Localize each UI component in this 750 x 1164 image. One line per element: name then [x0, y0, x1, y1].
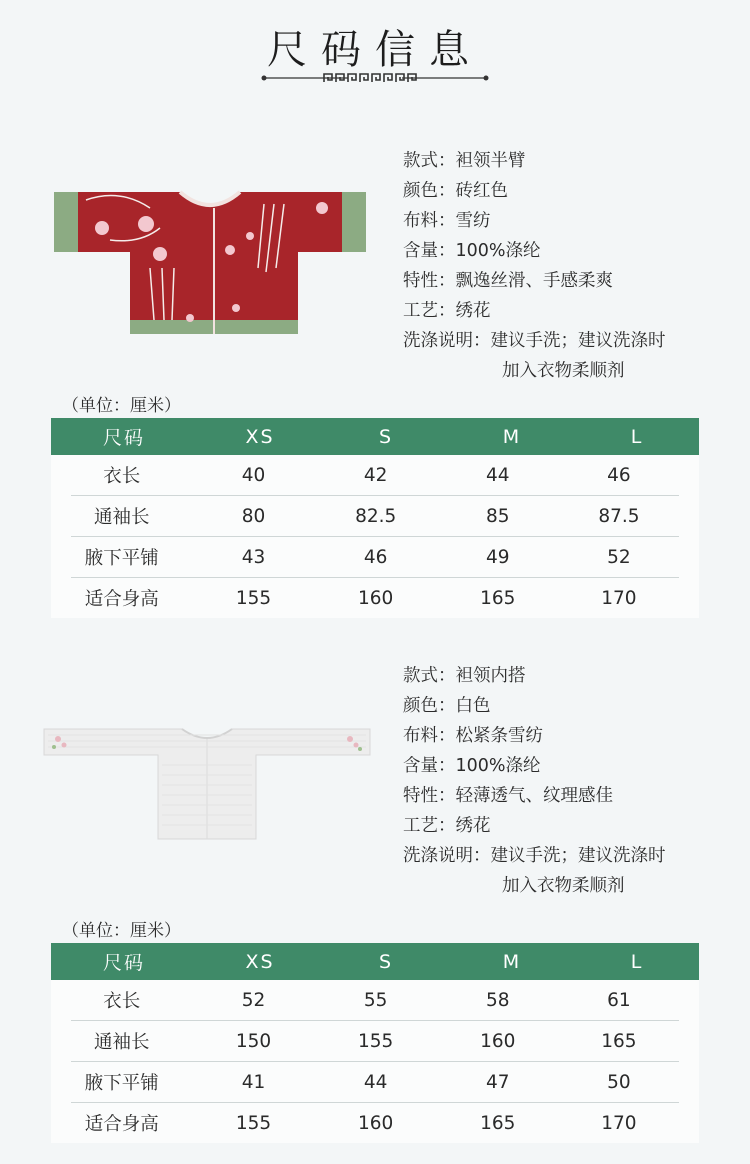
red-half-sleeve-garment-image: [50, 188, 370, 338]
cell: 170: [601, 1112, 637, 1134]
info-washing-cont: 加入衣物柔顺剂: [502, 361, 625, 381]
cell-label: 通袖长: [93, 1032, 150, 1053]
cell: 49: [486, 546, 510, 568]
info-content: 含量：100%涤纶: [403, 241, 541, 261]
cell-label: 衣长: [103, 991, 141, 1012]
table-row: [71, 1062, 679, 1103]
table-row: [71, 578, 679, 618]
cell: 61: [607, 989, 631, 1011]
cell: 165: [601, 1030, 637, 1052]
header-m: M: [502, 425, 522, 448]
unit-label: （单位：厘米）: [62, 921, 181, 941]
table-header: [51, 418, 699, 455]
white-inner-top-garment-image: [42, 725, 372, 843]
cell: 41: [241, 1071, 266, 1093]
cell: 155: [235, 587, 272, 609]
cell: 52: [241, 989, 266, 1011]
info-color: 颜色：白色: [403, 696, 491, 716]
info-style: 款式：袒领半臂: [403, 151, 526, 171]
title-ornament: [260, 70, 490, 86]
info-washing: 洗涤说明：建议手洗；建议洗涤时: [403, 331, 666, 351]
cell: 58: [486, 989, 510, 1011]
table-body: [51, 980, 699, 1143]
cell-label: 腋下平铺: [84, 548, 159, 569]
table-row: [71, 496, 679, 537]
table-row: [71, 455, 679, 496]
info-craft: 工艺：绣花: [403, 816, 491, 836]
header-xs: XS: [245, 950, 275, 973]
header-xs: XS: [245, 425, 275, 448]
size-table-2: [51, 943, 699, 1143]
info-washing-cont: 加入衣物柔顺剂: [502, 876, 625, 896]
cell: 160: [358, 587, 394, 609]
cell: 87.5: [598, 505, 640, 527]
info-content: 含量：100%涤纶: [403, 756, 541, 776]
table-row: [71, 537, 679, 578]
cell-label: 通袖长: [93, 507, 150, 528]
table-row: [71, 1021, 679, 1062]
info-color: 颜色：砖红色: [403, 181, 508, 201]
cell: 155: [235, 1112, 272, 1134]
cell: 82.5: [355, 505, 397, 527]
size-table-1: [51, 418, 699, 618]
cell: 155: [358, 1030, 394, 1052]
info-feature: 特性：轻薄透气、纹理感佳: [403, 786, 613, 806]
cell: 46: [607, 464, 631, 486]
header-s: S: [378, 425, 394, 448]
cell-label: 适合身高: [84, 1114, 159, 1135]
header-size: 尺码: [102, 952, 145, 974]
product-info-1: [403, 146, 666, 386]
table-body: [51, 455, 699, 618]
header-m: M: [502, 950, 522, 973]
unit-label: （单位：厘米）: [62, 396, 181, 416]
info-washing: 洗涤说明：建议手洗；建议洗涤时: [403, 846, 666, 866]
table-header: [51, 943, 699, 980]
info-feature: 特性：飘逸丝滑、手感柔爽: [403, 271, 613, 291]
cell: 85: [486, 505, 510, 527]
cell: 42: [363, 464, 388, 486]
cell: 44: [486, 464, 510, 486]
cell: 47: [486, 1071, 510, 1093]
cell-label: 适合身高: [84, 589, 159, 610]
cell-label: 衣长: [103, 466, 141, 487]
header-l: L: [630, 950, 644, 973]
info-style: 款式：袒领内搭: [403, 666, 526, 686]
cell: 55: [363, 989, 388, 1011]
cell: 160: [480, 1030, 516, 1052]
page-title: 尺码信息: [267, 27, 483, 73]
cell: 40: [241, 464, 266, 486]
info-fabric: 布料：雪纺: [403, 211, 491, 231]
cell-label: 腋下平铺: [84, 1073, 159, 1094]
table-row: [71, 980, 679, 1021]
cell: 50: [607, 1071, 631, 1093]
cell: 160: [358, 1112, 394, 1134]
header-size: 尺码: [102, 427, 145, 449]
cell: 170: [601, 587, 637, 609]
info-craft: 工艺：绣花: [403, 301, 491, 321]
info-fabric: 布料：松紧条雪纺: [403, 726, 543, 746]
header-s: S: [378, 950, 394, 973]
cell: 44: [363, 1071, 388, 1093]
cell: 52: [607, 546, 631, 568]
cell: 165: [480, 587, 516, 609]
cell: 165: [480, 1112, 516, 1134]
cell: 43: [241, 546, 266, 568]
cell: 46: [363, 546, 388, 568]
product-info-2: [403, 661, 666, 901]
table-row: [71, 1103, 679, 1143]
cell: 80: [241, 505, 266, 527]
cell: 150: [235, 1030, 272, 1052]
header-l: L: [630, 425, 644, 448]
